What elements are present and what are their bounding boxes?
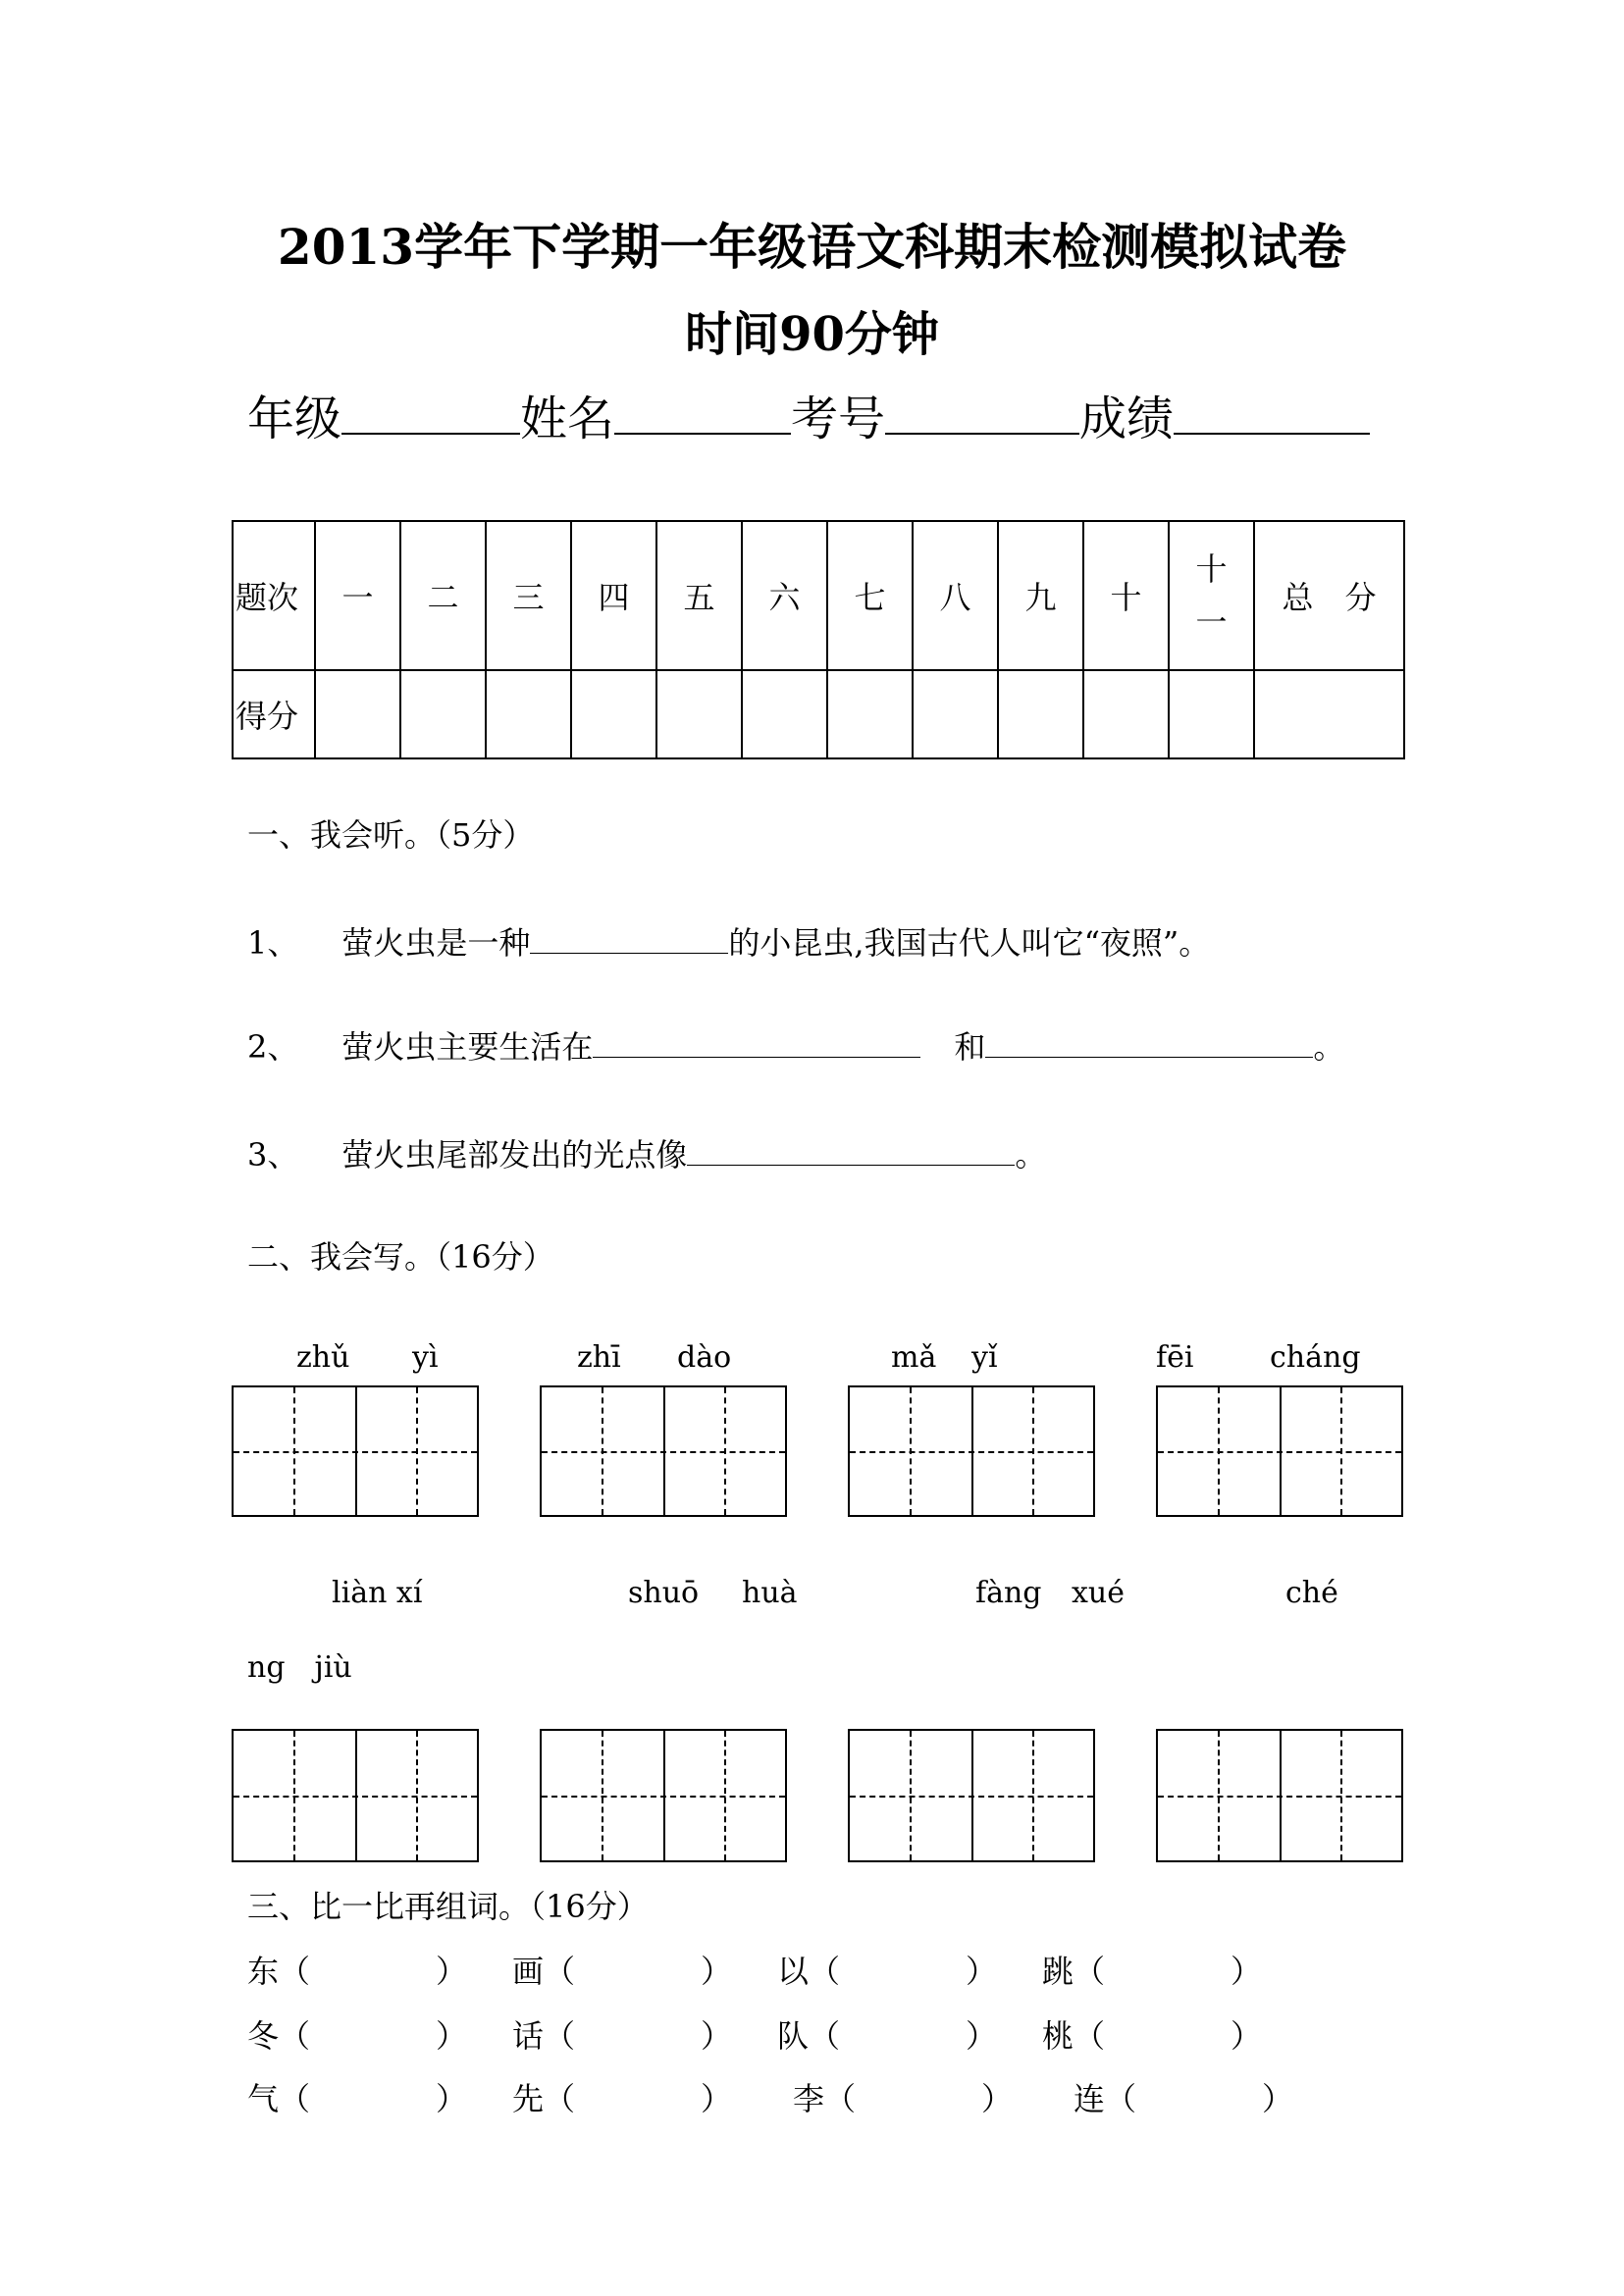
col11-bottom: 一 (1195, 603, 1228, 641)
word-item[interactable]: 以（ ） (777, 1953, 998, 1990)
exam-number-label: 考号 (791, 391, 886, 446)
score-cell[interactable] (486, 670, 571, 758)
q1-blank[interactable] (530, 923, 728, 954)
q2-number: 2、 (247, 1028, 299, 1066)
section-1-heading: 一、我会听。（5分） (247, 816, 535, 854)
word-item[interactable]: 东（ ） (247, 1953, 468, 1990)
pinyin: yì (412, 1340, 439, 1375)
question-col: 四 (571, 521, 656, 670)
word-item[interactable]: 画（ ） (512, 1953, 733, 1990)
q2-blank-1[interactable] (593, 1027, 920, 1058)
section-3-heading: 三、比一比再组词。（16分） (247, 1888, 649, 1925)
pinyin: fàng (975, 1576, 1042, 1610)
pinyin: xué (1072, 1576, 1125, 1610)
pinyin-wrapped: ng jiù (247, 1650, 352, 1685)
page-title: 2013学年下学期一年级语文科期末检测模拟试卷 (277, 218, 1347, 276)
pinyin: cháng (1270, 1340, 1361, 1375)
student-info-line (247, 381, 1370, 448)
q1-number: 1、 (247, 924, 299, 962)
score-cell[interactable] (742, 670, 827, 758)
question-number-header: 题次 (233, 521, 315, 670)
score-table (232, 520, 1405, 759)
word-item[interactable]: 先（ ） (512, 2080, 733, 2117)
word-item[interactable]: 连（ ） (1074, 2080, 1294, 2117)
section-2-heading: 二、我会写。（16分） (247, 1238, 554, 1276)
name-blank[interactable] (614, 390, 791, 435)
question-col: 一 (315, 521, 400, 670)
writing-grid[interactable] (540, 1729, 787, 1862)
q2-text-mid: 和 (954, 1028, 986, 1066)
q1-text-pre: 萤火虫是一种 (341, 924, 531, 962)
pinyin: shuō (628, 1576, 700, 1610)
score-row (233, 670, 1404, 758)
total-score-cell[interactable] (1254, 670, 1404, 758)
question-col-eleven (1169, 521, 1254, 670)
score-cell[interactable] (656, 670, 742, 758)
exam-duration: 时间90分钟 (685, 307, 939, 362)
score-cell[interactable] (571, 670, 656, 758)
pinyin: ché (1285, 1576, 1338, 1610)
word-item[interactable]: 桃（ ） (1042, 2017, 1263, 2055)
q1-text-post: 的小昆虫,我国古代人叫它“夜照”。 (728, 924, 1211, 962)
word-item[interactable]: 冬（ ） (247, 2017, 468, 2055)
grade-blank[interactable] (341, 390, 520, 435)
pinyin: liàn xí (332, 1576, 423, 1610)
question-3 (247, 1130, 1046, 1175)
pinyin: huà (742, 1576, 798, 1610)
score-label: 成绩 (1079, 391, 1175, 446)
writing-grid[interactable] (1156, 1385, 1403, 1517)
writing-grid[interactable] (848, 1385, 1095, 1517)
score-cell[interactable] (827, 670, 913, 758)
score-cell[interactable] (1169, 670, 1254, 758)
score-row-header: 得分 (233, 670, 315, 758)
score-table-header-row (233, 521, 1404, 670)
word-item[interactable]: 李（ ） (793, 2080, 1014, 2117)
q3-number: 3、 (247, 1136, 299, 1174)
question-col: 六 (742, 521, 827, 670)
question-col: 三 (486, 521, 571, 670)
question-2 (247, 1022, 1344, 1068)
question-col: 七 (827, 521, 913, 670)
col11-top: 十 (1195, 550, 1228, 588)
word-item[interactable]: 队（ ） (777, 2017, 998, 2055)
word-item[interactable]: 气（ ） (247, 2080, 468, 2117)
q3-text-pre: 萤火虫尾部发出的光点像 (341, 1136, 688, 1174)
writing-grid[interactable] (232, 1729, 479, 1862)
score-cell[interactable] (913, 670, 998, 758)
q2-blank-2[interactable] (985, 1027, 1313, 1058)
name-label: 姓名 (520, 391, 615, 446)
score-cell[interactable] (1083, 670, 1169, 758)
writing-grid[interactable] (540, 1385, 787, 1517)
word-item[interactable]: 跳（ ） (1042, 1953, 1263, 1990)
question-col: 九 (998, 521, 1083, 670)
question-col: 十 (1083, 521, 1169, 670)
q3-text-post: 。 (1015, 1136, 1047, 1174)
writing-grid[interactable] (1156, 1729, 1403, 1862)
pinyin: dào (677, 1340, 732, 1375)
word-item[interactable]: 话（ ） (512, 2017, 733, 2055)
writing-grid[interactable] (848, 1729, 1095, 1862)
q3-blank[interactable] (687, 1135, 1015, 1166)
question-col: 八 (913, 521, 998, 670)
pinyin: fēi (1156, 1340, 1194, 1375)
pinyin: zhǔ (296, 1340, 350, 1375)
q2-text-pre: 萤火虫主要生活在 (341, 1028, 594, 1066)
score-blank[interactable] (1174, 390, 1370, 435)
score-cell[interactable] (400, 670, 486, 758)
exam-number-blank[interactable] (885, 390, 1079, 435)
grade-label: 年级 (247, 391, 342, 446)
pinyin: mǎ (891, 1340, 937, 1375)
writing-grid[interactable] (232, 1385, 479, 1517)
q2-text-post: 。 (1313, 1028, 1345, 1066)
total-header: 总 分 (1254, 521, 1404, 670)
question-col: 五 (656, 521, 742, 670)
pinyin: yǐ (971, 1340, 998, 1375)
score-cell[interactable] (315, 670, 400, 758)
question-1 (247, 918, 1210, 964)
pinyin: zhī (577, 1340, 621, 1375)
score-cell[interactable] (998, 670, 1083, 758)
question-col: 二 (400, 521, 486, 670)
